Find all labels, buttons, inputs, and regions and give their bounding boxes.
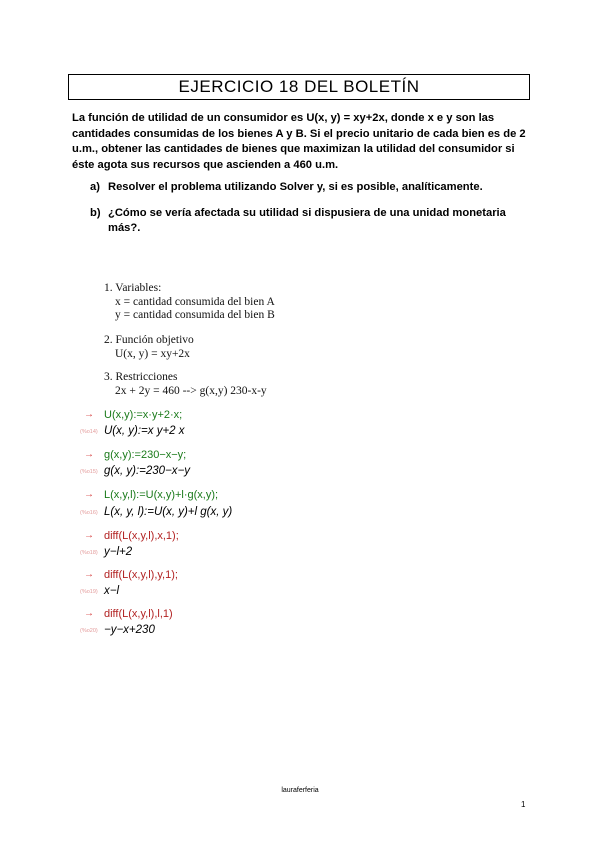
maple-output: y−l+2 (104, 546, 133, 558)
section-variables (104, 282, 275, 322)
maple-input-row (0, 488, 600, 502)
section-objective-head: 2. Función objetivo (104, 334, 194, 346)
output-label: (%o18) (80, 550, 98, 556)
question-a-label: a) (90, 181, 100, 193)
output-label: (%o14) (80, 429, 98, 435)
maple-output-row (0, 623, 600, 637)
section-constraints-head: 3. Restricciones (104, 371, 178, 383)
question-b (90, 206, 528, 236)
output-label: (%o19) (80, 589, 98, 595)
intro-paragraph: La función de utilidad de un consumidor es U(x, y) = xy+2x, donde x e y son las cantidades consumidas de los bienes A y B. Si el precio unitario de cada bien es de 2 u.m., obtener las cantidades de bienes que maximizan la utilidad del consumidor si éste agota sus recursos que ascienden a 460 u.m. (72, 112, 526, 171)
maple-output: −y−x+230 (104, 624, 155, 636)
maple-command[interactable]: diff(L(x,y,l),y,1); (104, 569, 178, 581)
maple-command[interactable]: diff(L(x,y,l),x,1); (104, 530, 179, 542)
footer-author: lauraferferia (281, 787, 319, 794)
output-label: (%o20) (80, 628, 98, 634)
maple-command[interactable]: diff(L(x,y,l),l,1) (104, 608, 173, 620)
maple-command[interactable]: L(x,y,l):=U(x,y)+l·g(x,y); (104, 489, 219, 501)
exercise-title: EJERCICIO 18 DEL BOLETÍN (68, 74, 530, 100)
maple-output-row (0, 424, 600, 438)
maple-output: x−l (104, 585, 120, 597)
section-variables-line-y: y = cantidad consumida del bien B (115, 309, 275, 321)
question-a-text: Resolver el problema utilizando Solver y, si es posible, analíticamente. (108, 181, 483, 193)
maple-output: U(x, y):=x y+2 x (104, 425, 185, 437)
output-label: (%o15) (80, 469, 98, 475)
execution-arrow-icon: → (84, 409, 94, 420)
output-label: (%o16) (80, 510, 98, 516)
execution-arrow-icon: → (84, 489, 94, 500)
question-b-text: ¿Cómo se vería afectada su utilidad si dispusiera de una unidad monetaria más?. (108, 207, 506, 234)
maple-output: g(x, y):=230−x−y (104, 465, 190, 477)
section-constraints (104, 371, 267, 398)
maple-output-row (0, 584, 600, 598)
maple-command[interactable]: g(x,y):=230−x−y; (104, 449, 187, 461)
section-objective-line: U(x, y) = xy+2x (115, 348, 190, 360)
page-number: 1 (521, 800, 526, 809)
maple-output-row (0, 505, 600, 519)
maple-output: L(x, y, l):=U(x, y)+l g(x, y) (104, 506, 233, 518)
maple-input-row (0, 607, 600, 621)
execution-arrow-icon: → (84, 449, 94, 460)
section-variables-line-x: x = cantidad consumida del bien A (115, 296, 275, 308)
maple-input-row (0, 408, 600, 422)
execution-arrow-icon: → (84, 530, 94, 541)
execution-arrow-icon: → (84, 569, 94, 580)
section-objective (104, 334, 194, 361)
execution-arrow-icon: → (84, 608, 94, 619)
maple-command[interactable]: U(x,y):=x·y+2·x; (104, 409, 183, 421)
maple-input-row (0, 448, 600, 462)
maple-output-row (0, 545, 600, 559)
section-constraints-line: 2x + 2y = 460 --> g(x,y) 230-x-y (115, 385, 267, 397)
maple-input-row (0, 529, 600, 543)
question-b-label: b) (90, 207, 101, 219)
question-a (90, 180, 528, 195)
section-variables-head: 1. Variables: (104, 282, 162, 294)
maple-output-row (0, 464, 600, 478)
maple-input-row (0, 568, 600, 582)
